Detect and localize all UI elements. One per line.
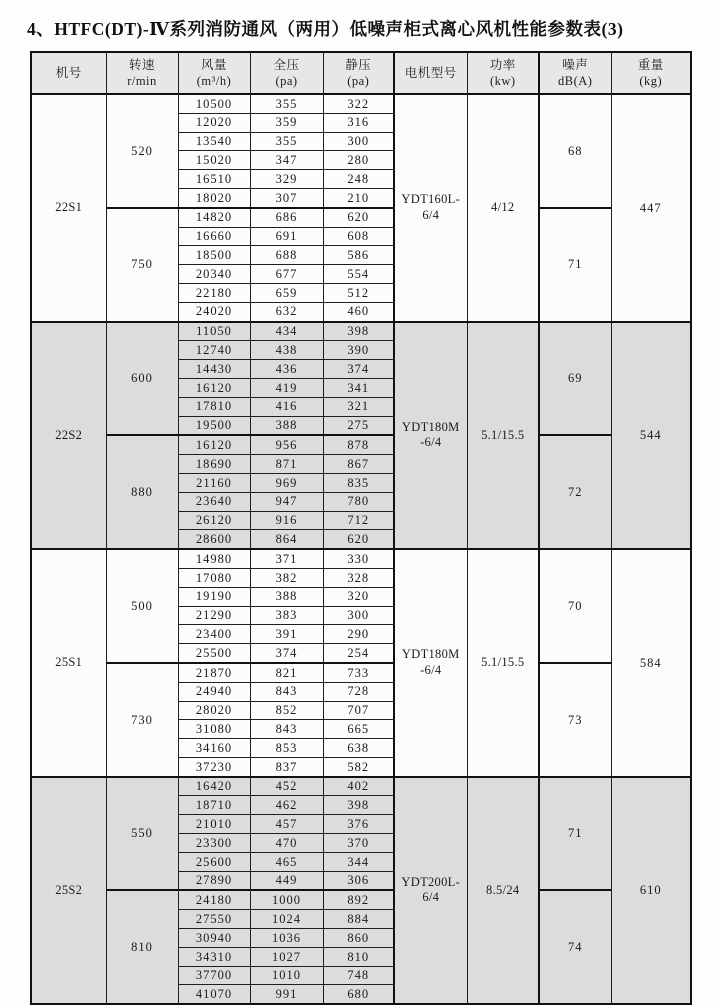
- cell-total-pressure: 457: [250, 815, 323, 834]
- cell-static-pressure: 586: [323, 246, 394, 265]
- cell-flow: 27550: [178, 910, 250, 929]
- cell-noise: 69: [539, 322, 611, 436]
- cell-total-pressure: 837: [250, 757, 323, 776]
- cell-flow: 28600: [178, 530, 250, 549]
- cell-flow: 26120: [178, 511, 250, 530]
- cell-total-pressure: 1024: [250, 910, 323, 929]
- cell-flow: 34310: [178, 947, 250, 966]
- cell-static-pressure: 290: [323, 625, 394, 644]
- cell-static-pressure: 878: [323, 435, 394, 454]
- cell-speed: 810: [106, 890, 178, 1004]
- cell-total-pressure: 355: [250, 132, 323, 151]
- cell-weight: 544: [611, 322, 691, 550]
- cell-noise: 70: [539, 549, 611, 663]
- cell-static-pressure: 306: [323, 871, 394, 890]
- cell-model: 22S1: [31, 94, 106, 322]
- cell-static-pressure: 554: [323, 265, 394, 284]
- cell-speed: 500: [106, 549, 178, 663]
- cell-static-pressure: 728: [323, 682, 394, 701]
- cell-total-pressure: 947: [250, 492, 323, 511]
- cell-total-pressure: 991: [250, 985, 323, 1004]
- cell-flow: 16660: [178, 227, 250, 246]
- cell-static-pressure: 275: [323, 416, 394, 435]
- cell-flow: 18690: [178, 455, 250, 474]
- cell-total-pressure: 434: [250, 322, 323, 341]
- cell-total-pressure: 1010: [250, 966, 323, 985]
- cell-flow: 24020: [178, 302, 250, 321]
- cell-noise: 74: [539, 890, 611, 1004]
- cell-static-pressure: 680: [323, 985, 394, 1004]
- cell-flow: 37700: [178, 966, 250, 985]
- col-header-noise: 噪声 dB(A): [539, 52, 611, 94]
- cell-speed: 550: [106, 777, 178, 891]
- cell-static-pressure: 748: [323, 966, 394, 985]
- cell-flow: 24940: [178, 682, 250, 701]
- cell-static-pressure: 810: [323, 947, 394, 966]
- cell-speed: 600: [106, 322, 178, 436]
- cell-static-pressure: 707: [323, 701, 394, 720]
- cell-noise: 68: [539, 94, 611, 208]
- cell-power: 4/12: [467, 94, 539, 322]
- cell-model: 25S2: [31, 777, 106, 1005]
- data-row: [31, 549, 691, 568]
- cell-flow: 10500: [178, 94, 250, 113]
- col-header-power: 功率 (kw): [467, 52, 539, 94]
- cell-flow: 17080: [178, 568, 250, 587]
- cell-flow: 12740: [178, 341, 250, 360]
- cell-total-pressure: 452: [250, 777, 323, 796]
- cell-static-pressure: 390: [323, 341, 394, 360]
- col-header-motor: 电机型号: [394, 52, 467, 94]
- cell-total-pressure: 688: [250, 246, 323, 265]
- col-header-model: 机号: [31, 52, 106, 94]
- cell-static-pressure: 460: [323, 302, 394, 321]
- cell-static-pressure: 374: [323, 360, 394, 379]
- cell-total-pressure: 382: [250, 568, 323, 587]
- cell-static-pressure: 867: [323, 455, 394, 474]
- data-row: [31, 777, 691, 796]
- data-row: [31, 663, 691, 682]
- cell-static-pressure: 398: [323, 322, 394, 341]
- cell-flow: 41070: [178, 985, 250, 1004]
- cell-flow: 18710: [178, 796, 250, 815]
- cell-flow: 24180: [178, 890, 250, 909]
- cell-motor-model: YDT160L- 6/4: [394, 94, 467, 322]
- cell-total-pressure: 1000: [250, 890, 323, 909]
- cell-flow: 14820: [178, 208, 250, 227]
- cell-static-pressure: 512: [323, 283, 394, 302]
- col-header-flow: 风量 (m³/h): [178, 52, 250, 94]
- cell-flow: 16510: [178, 170, 250, 189]
- cell-static-pressure: 582: [323, 757, 394, 776]
- cell-static-pressure: 835: [323, 473, 394, 492]
- cell-flow: 28020: [178, 701, 250, 720]
- cell-flow: 23300: [178, 834, 250, 853]
- cell-static-pressure: 248: [323, 170, 394, 189]
- cell-total-pressure: 391: [250, 625, 323, 644]
- cell-total-pressure: 1027: [250, 947, 323, 966]
- col-header-weight: 重量 (kg): [611, 52, 691, 94]
- cell-static-pressure: 638: [323, 739, 394, 758]
- cell-flow: 21160: [178, 473, 250, 492]
- cell-static-pressure: 398: [323, 796, 394, 815]
- cell-flow: 16420: [178, 777, 250, 796]
- cell-motor-model: YDT180M -6/4: [394, 549, 467, 777]
- cell-flow: 25600: [178, 852, 250, 871]
- cell-static-pressure: 665: [323, 720, 394, 739]
- cell-static-pressure: 254: [323, 644, 394, 663]
- cell-total-pressure: 465: [250, 852, 323, 871]
- cell-total-pressure: 691: [250, 227, 323, 246]
- cell-flow: 21010: [178, 815, 250, 834]
- cell-flow: 21290: [178, 606, 250, 625]
- cell-static-pressure: 892: [323, 890, 394, 909]
- cell-total-pressure: 371: [250, 549, 323, 568]
- cell-total-pressure: 436: [250, 360, 323, 379]
- cell-static-pressure: 210: [323, 188, 394, 207]
- cell-total-pressure: 388: [250, 416, 323, 435]
- cell-total-pressure: 449: [250, 871, 323, 890]
- col-header-total: 全压 (pa): [250, 52, 323, 94]
- cell-flow: 31080: [178, 720, 250, 739]
- cell-noise: 71: [539, 777, 611, 891]
- cell-static-pressure: 328: [323, 568, 394, 587]
- cell-total-pressure: 843: [250, 720, 323, 739]
- cell-flow: 16120: [178, 435, 250, 454]
- cell-static-pressure: 860: [323, 929, 394, 948]
- data-row: [31, 94, 691, 113]
- cell-flow: 14430: [178, 360, 250, 379]
- cell-total-pressure: 388: [250, 587, 323, 606]
- cell-flow: 11050: [178, 322, 250, 341]
- cell-total-pressure: 355: [250, 94, 323, 113]
- cell-model: 22S2: [31, 322, 106, 550]
- cell-speed: 730: [106, 663, 178, 777]
- cell-model: 25S1: [31, 549, 106, 777]
- cell-flow: 19500: [178, 416, 250, 435]
- page-title: 4、HTFC(DT)-Ⅳ系列消防通风（两用）低噪声柜式离心风机性能参数表(3): [27, 19, 624, 39]
- data-row: [31, 890, 691, 909]
- cell-power: 5.1/15.5: [467, 322, 539, 550]
- cell-total-pressure: 956: [250, 435, 323, 454]
- cell-total-pressure: 843: [250, 682, 323, 701]
- cell-total-pressure: 307: [250, 188, 323, 207]
- data-row: [31, 435, 691, 454]
- cell-total-pressure: 677: [250, 265, 323, 284]
- cell-static-pressure: 341: [323, 378, 394, 397]
- cell-flow: 25500: [178, 644, 250, 663]
- cell-total-pressure: 852: [250, 701, 323, 720]
- col-header-speed: 转速 r/min: [106, 52, 178, 94]
- cell-noise: 71: [539, 208, 611, 322]
- cell-static-pressure: 608: [323, 227, 394, 246]
- cell-static-pressure: 300: [323, 132, 394, 151]
- data-row: [31, 208, 691, 227]
- cell-static-pressure: 280: [323, 151, 394, 170]
- cell-total-pressure: 871: [250, 455, 323, 474]
- cell-flow: 17810: [178, 397, 250, 416]
- cell-static-pressure: 322: [323, 94, 394, 113]
- cell-speed: 520: [106, 94, 178, 208]
- cell-weight: 610: [611, 777, 691, 1005]
- cell-motor-model: YDT200L- 6/4: [394, 777, 467, 1005]
- cell-static-pressure: 376: [323, 815, 394, 834]
- cell-total-pressure: 632: [250, 302, 323, 321]
- cell-static-pressure: 330: [323, 549, 394, 568]
- cell-total-pressure: 359: [250, 113, 323, 132]
- cell-total-pressure: 853: [250, 739, 323, 758]
- cell-flow: 21870: [178, 663, 250, 682]
- cell-speed: 880: [106, 435, 178, 549]
- cell-static-pressure: 780: [323, 492, 394, 511]
- table-header: [31, 52, 691, 94]
- col-header-static: 静压 (pa): [323, 52, 394, 94]
- cell-flow: 23640: [178, 492, 250, 511]
- cell-total-pressure: 329: [250, 170, 323, 189]
- cell-flow: 23400: [178, 625, 250, 644]
- cell-static-pressure: 316: [323, 113, 394, 132]
- cell-flow: 30940: [178, 929, 250, 948]
- cell-total-pressure: 916: [250, 511, 323, 530]
- cell-noise: 73: [539, 663, 611, 777]
- cell-total-pressure: 969: [250, 473, 323, 492]
- cell-total-pressure: 383: [250, 606, 323, 625]
- cell-motor-model: YDT180M -6/4: [394, 322, 467, 550]
- cell-speed: 750: [106, 208, 178, 322]
- cell-static-pressure: 300: [323, 606, 394, 625]
- cell-static-pressure: 320: [323, 587, 394, 606]
- cell-total-pressure: 416: [250, 397, 323, 416]
- cell-total-pressure: 686: [250, 208, 323, 227]
- cell-flow: 34160: [178, 739, 250, 758]
- cell-noise: 72: [539, 435, 611, 549]
- cell-static-pressure: 370: [323, 834, 394, 853]
- data-row: [31, 322, 691, 341]
- cell-flow: 18500: [178, 246, 250, 265]
- cell-flow: 13540: [178, 132, 250, 151]
- cell-total-pressure: 462: [250, 796, 323, 815]
- cell-total-pressure: 438: [250, 341, 323, 360]
- cell-total-pressure: 1036: [250, 929, 323, 948]
- cell-static-pressure: 344: [323, 852, 394, 871]
- cell-static-pressure: 402: [323, 777, 394, 796]
- cell-flow: 14980: [178, 549, 250, 568]
- cell-power: 5.1/15.5: [467, 549, 539, 777]
- cell-weight: 447: [611, 94, 691, 322]
- cell-weight: 584: [611, 549, 691, 777]
- fan-performance-table: [30, 51, 692, 1005]
- cell-total-pressure: 347: [250, 151, 323, 170]
- table-body: [31, 94, 691, 1004]
- cell-total-pressure: 374: [250, 644, 323, 663]
- cell-total-pressure: 419: [250, 378, 323, 397]
- cell-flow: 12020: [178, 113, 250, 132]
- cell-flow: 15020: [178, 151, 250, 170]
- cell-static-pressure: 884: [323, 910, 394, 929]
- cell-total-pressure: 821: [250, 663, 323, 682]
- cell-static-pressure: 620: [323, 530, 394, 549]
- cell-flow: 37230: [178, 757, 250, 776]
- header-row: [31, 52, 691, 94]
- cell-flow: 18020: [178, 188, 250, 207]
- cell-static-pressure: 733: [323, 663, 394, 682]
- cell-flow: 19190: [178, 587, 250, 606]
- cell-power: 8.5/24: [467, 777, 539, 1005]
- cell-total-pressure: 659: [250, 283, 323, 302]
- cell-static-pressure: 620: [323, 208, 394, 227]
- cell-flow: 22180: [178, 283, 250, 302]
- cell-static-pressure: 712: [323, 511, 394, 530]
- cell-flow: 16120: [178, 378, 250, 397]
- cell-flow: 27890: [178, 871, 250, 890]
- cell-total-pressure: 470: [250, 834, 323, 853]
- cell-flow: 20340: [178, 265, 250, 284]
- cell-static-pressure: 321: [323, 397, 394, 416]
- cell-total-pressure: 864: [250, 530, 323, 549]
